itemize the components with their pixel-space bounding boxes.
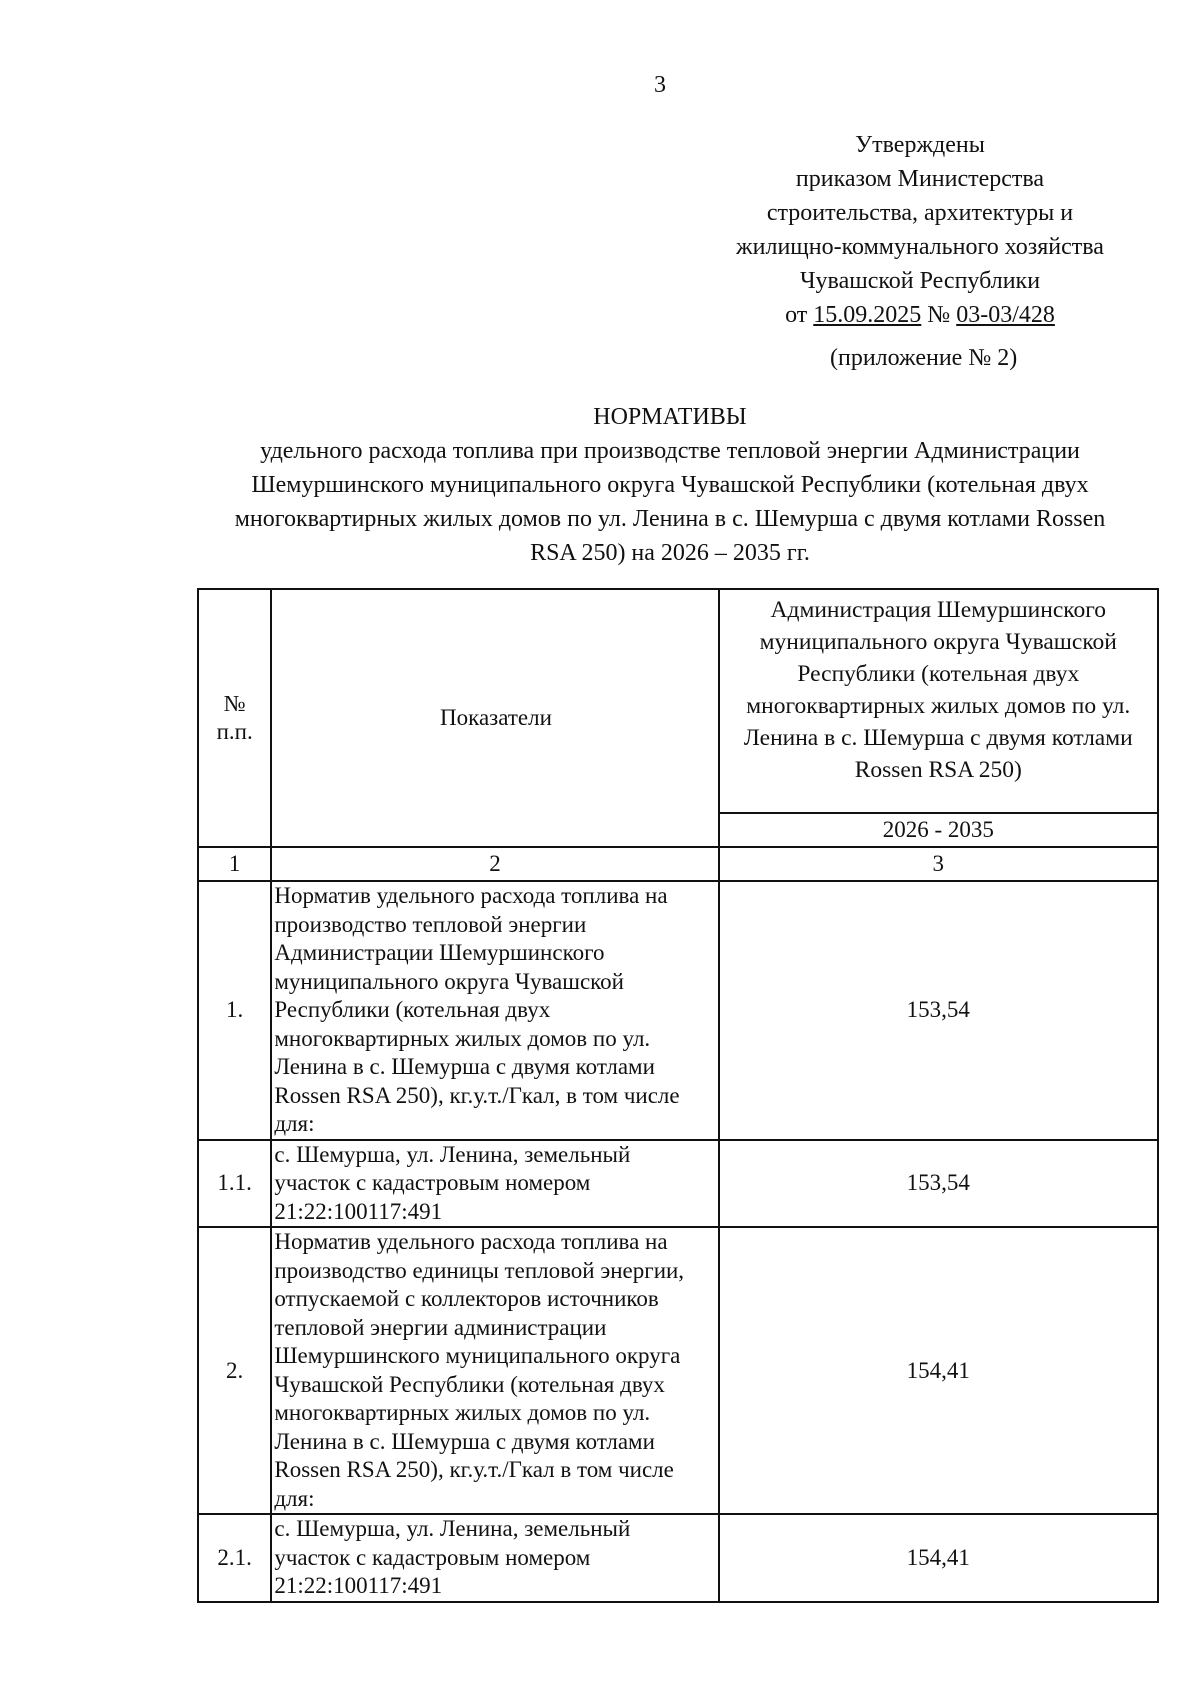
row-number: 2.1.: [198, 1514, 271, 1602]
header-org-line: Администрация Шемуршинского: [770, 597, 1107, 623]
indicator-line: Республики (котельная двух: [274, 997, 551, 1022]
table-row: [198, 881, 1158, 1140]
header-years: 2026 - 2035: [719, 813, 1158, 847]
order-date: 15.09.2025: [813, 302, 922, 328]
approval-block: [660, 128, 1180, 332]
header-org-line: многоквартирных жилых домов по ул.: [746, 693, 1131, 719]
approval-line: строительства, архитектуры и: [766, 200, 1074, 226]
indicator-line: участок с кадастровым номером: [274, 1544, 591, 1570]
header-organization: [719, 589, 1158, 813]
order-number: 03-03/428: [956, 302, 1055, 328]
indicator-line: Rossen RSA 250), кг.у.т./Гкал в том числе: [274, 1457, 674, 1482]
approval-line: приказом Министерства: [795, 166, 1045, 192]
header-num-line: №: [223, 691, 246, 716]
indicator-line: с. Шемурша, ул. Ленина, земельный: [274, 1516, 631, 1541]
page-number: 3: [654, 72, 666, 98]
indicator-line: для:: [274, 1111, 315, 1136]
indicator-line: с. Шемурша, ул. Ленина, земельный: [274, 1141, 631, 1167]
row-value: 153,54: [719, 1140, 1158, 1228]
indicator-line: Rossen RSA 250), кг.у.т./Гкал, в том числе: [274, 1082, 680, 1108]
indicator-line: участок с кадастровым номером: [274, 1170, 591, 1195]
number-prefix: №: [927, 302, 951, 328]
indicator-line: Ленина в с. Шемурша с двумя котлами: [274, 1428, 655, 1454]
approval-date-line: [660, 298, 1180, 332]
table-row: [198, 1514, 1158, 1602]
table-row: [198, 1227, 1158, 1514]
document-title: [190, 400, 1150, 570]
indicator-line: многоквартирных жилых домов по ул.: [274, 1400, 651, 1425]
indicator-line: Администрации Шемуршинского: [274, 940, 605, 965]
header-org-line: Rossen RSA 250): [854, 757, 1022, 783]
indicator-line: для:: [274, 1485, 315, 1511]
indicator-line: Чувашской Республики (котельная двух: [274, 1371, 665, 1397]
title-line: многоквартирных жилых домов по ул. Ленина в с. Шемурша с двумя котлами Rossen: [234, 506, 1106, 532]
row-number: 1.1.: [198, 1140, 271, 1228]
indicator-line: Шемуршинского муниципального округа: [274, 1343, 681, 1368]
header-indicators: Показатели: [271, 589, 718, 847]
row-number: 1.: [198, 881, 271, 1140]
row-indicator: [271, 1140, 718, 1228]
approval-line: Утверждены: [855, 132, 985, 158]
title-line: Шемуршинского муниципального округа Чувашской Республики (котельная двух: [251, 472, 1089, 498]
header-org-line: муниципального округа Чувашской: [759, 629, 1117, 655]
column-number: 1: [198, 847, 271, 881]
indicator-line: Ленина в с. Шемурша с двумя котлами: [274, 1054, 655, 1079]
column-number-row: [198, 847, 1158, 881]
title-line: удельного расхода топлива при производстве тепловой энергии Администрации: [260, 438, 1080, 464]
approval-line: жилищно-коммунального хозяйства: [736, 234, 1104, 260]
row-value: 154,41: [719, 1227, 1158, 1514]
row-value: 153,54: [719, 881, 1158, 1140]
title-heading: НОРМАТИВЫ: [593, 404, 747, 430]
row-indicator: [271, 1514, 718, 1602]
indicator-line: 21:22:100117:491: [274, 1573, 443, 1598]
column-number: 2: [271, 847, 718, 881]
header-num-line: п.п.: [216, 719, 253, 744]
date-prefix: от: [785, 302, 808, 328]
title-line: RSA 250) на 2026 – 2035 гг.: [530, 540, 810, 566]
indicator-line: производство единицы тепловой энергии,: [274, 1257, 685, 1283]
indicator-line: Норматив удельного расхода топлива на: [274, 883, 668, 908]
row-indicator: [271, 881, 718, 1140]
row-value: 154,41: [719, 1514, 1158, 1602]
header-org-line: Республики (котельная двух: [797, 661, 1080, 687]
header-num: [198, 589, 271, 847]
indicator-line: муниципального округа Чувашской: [274, 968, 624, 994]
table-row: [198, 1140, 1158, 1228]
appendix-label: (приложение № 2): [830, 345, 1018, 371]
row-number: 2.: [198, 1227, 271, 1514]
indicator-line: 21:22:100117:491: [274, 1198, 443, 1224]
header-org-line: Ленина в с. Шемурша с двумя котлами: [743, 725, 1133, 751]
indicator-line: отпускаемой с коллекторов источников: [274, 1286, 659, 1311]
header-row: [198, 589, 1158, 813]
column-number: 3: [719, 847, 1158, 881]
indicator-line: многоквартирных жилых домов по ул.: [274, 1025, 651, 1051]
indicator-line: тепловой энергии администрации: [274, 1314, 607, 1340]
norms-table: [197, 588, 1159, 1603]
indicator-line: производство тепловой энергии: [274, 911, 587, 937]
row-indicator: [271, 1227, 718, 1514]
indicator-line: Норматив удельного расхода топлива на: [274, 1229, 668, 1254]
approval-line: Чувашской Республики: [799, 268, 1041, 294]
